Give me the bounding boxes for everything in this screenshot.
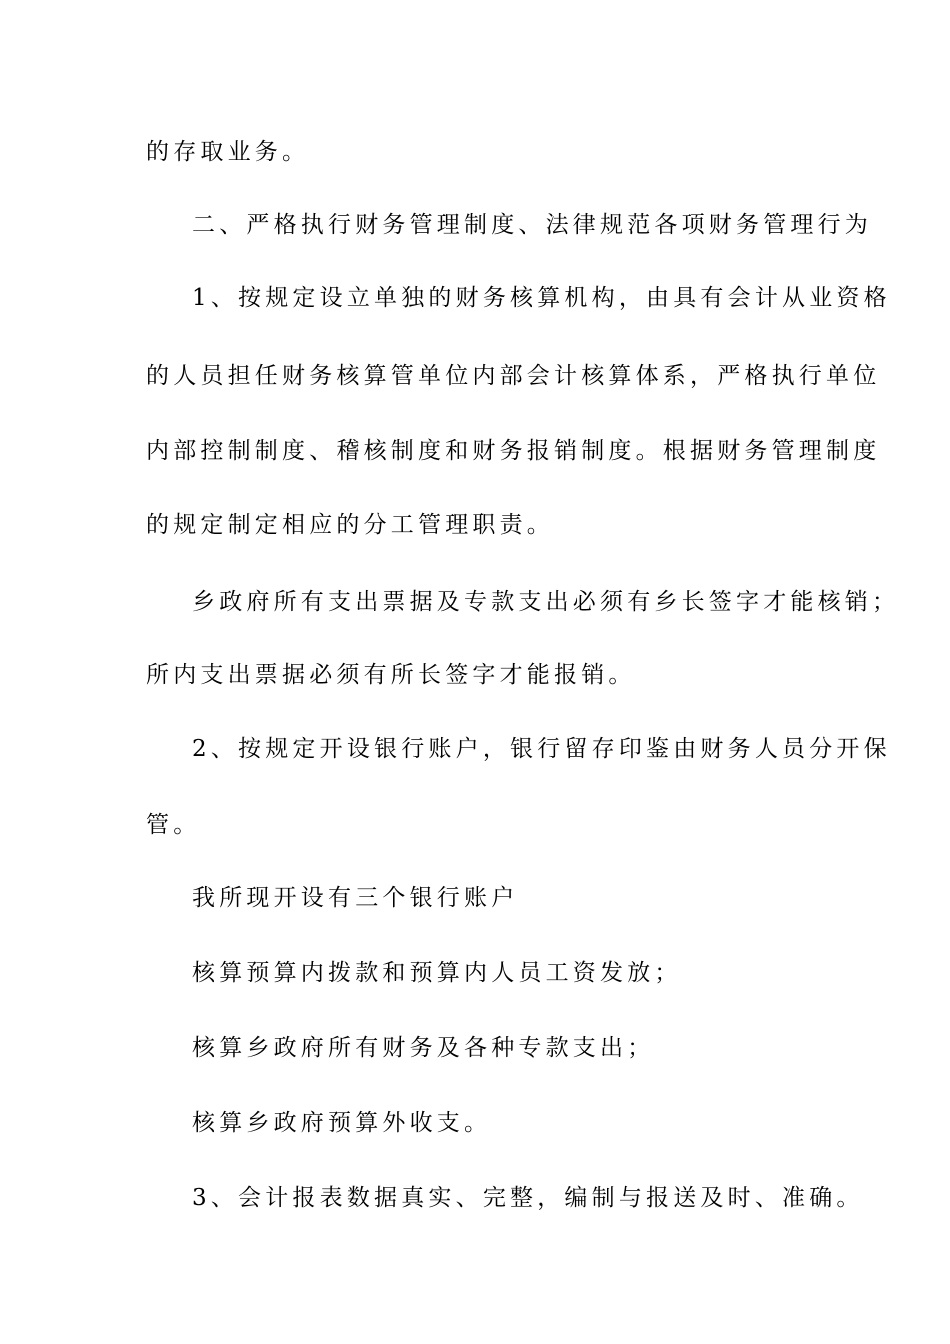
paragraph-line: 3、会计报表数据真实、完整，编制与报送及时、准确。 — [192, 1185, 864, 1211]
paragraph-line: 内部控制制度、稽核制度和财务报销制度。根据财务管理制度 — [146, 438, 881, 464]
list-item: 核算预算内拨款和预算内人员工资发放； — [192, 960, 682, 986]
paragraph-line: 1、按规定设立单独的财务核算机构，由具有会计从业资格 — [192, 285, 891, 311]
paragraph-line: 的人员担任财务核算管单位内部会计核算体系，严格执行单位 — [146, 363, 881, 389]
section-heading: 二、严格执行财务管理制度、法律规范各项财务管理行为 — [192, 212, 872, 238]
paragraph-line: 我所现开设有三个银行账户 — [192, 885, 519, 911]
paragraph-line: 的存取业务。 — [146, 139, 310, 165]
paragraph-line: 管。 — [146, 812, 201, 838]
paragraph-line: 乡政府所有支出票据及专款支出必须有乡长签字才能核销； — [192, 589, 900, 615]
list-item: 核算乡政府所有财务及各种专款支出； — [192, 1035, 655, 1061]
paragraph-line: 2、按规定开设银行账户，银行留存印鉴由财务人员分开保 — [192, 736, 891, 762]
paragraph-line: 的规定制定相应的分工管理职责。 — [146, 512, 554, 538]
paragraph-line: 所内支出票据必须有所长签字才能报销。 — [146, 662, 636, 688]
list-item: 核算乡政府预算外收支。 — [192, 1110, 492, 1136]
